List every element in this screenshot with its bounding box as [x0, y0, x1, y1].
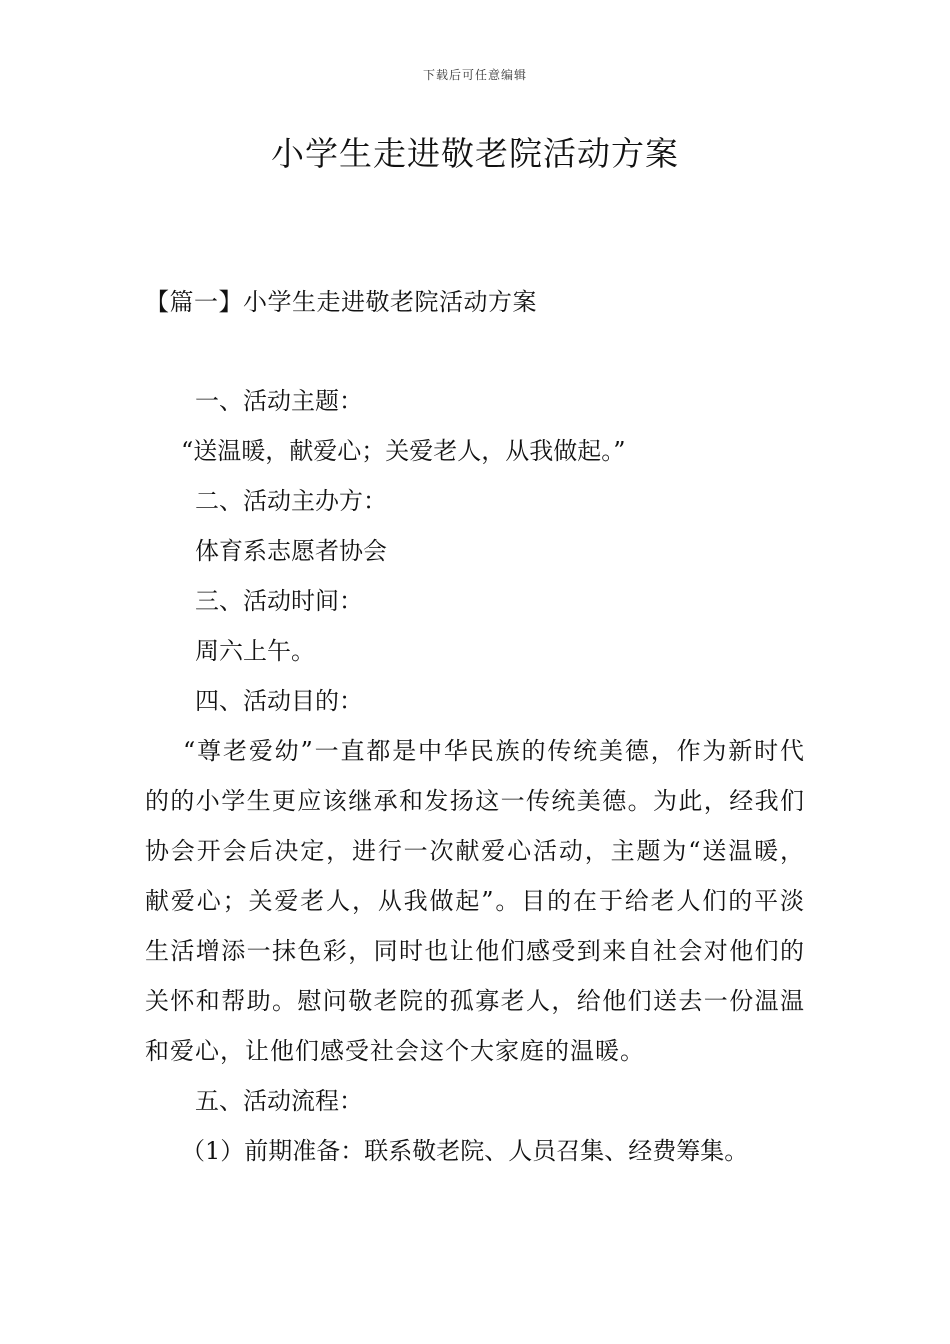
document-body	[145, 376, 805, 1176]
header-note: 下载后可任意编辑	[422, 68, 527, 82]
organizer-label: 二、活动主办方：	[195, 487, 387, 515]
theme-label: 一、活动主题：	[195, 387, 363, 415]
theme-value: “送温暖，献爱心；关爱老人，从我做起。”	[181, 437, 626, 465]
time-label: 三、活动时间：	[195, 587, 363, 615]
time-value: 周六上午。	[195, 637, 315, 665]
process-label: 五、活动流程：	[195, 1087, 363, 1115]
process-step: （1）前期准备：联系敬老院、人员召集、经费筹集。	[181, 1137, 749, 1165]
organizer-value: 体育系志愿者协会	[195, 537, 387, 565]
purpose-paragraph: “尊老爱幼”一直都是中华民族的传统美德，作为新时代的的小学生更应该继承和发扬这一传统美德。为此，经我们协会开会后决定，进行一次献爱心活动，主题为“送温暖，献爱心；关爱老人，从我做起”。目的在于给老人们的平淡生活增添一抹色彩，同时也让他们感受到来自社会对他们的关怀和帮助。慰问敬老院的孤寡老人，给他们送去一份温温和爱心，让他们感受社会这个大家庭的温暖。	[145, 737, 805, 1065]
section-heading: 【篇一】小学生走进敬老院活动方案	[145, 288, 537, 316]
page-title: 小学生走进敬老院活动方案	[271, 134, 679, 173]
purpose-label: 四、活动目的：	[195, 687, 363, 715]
